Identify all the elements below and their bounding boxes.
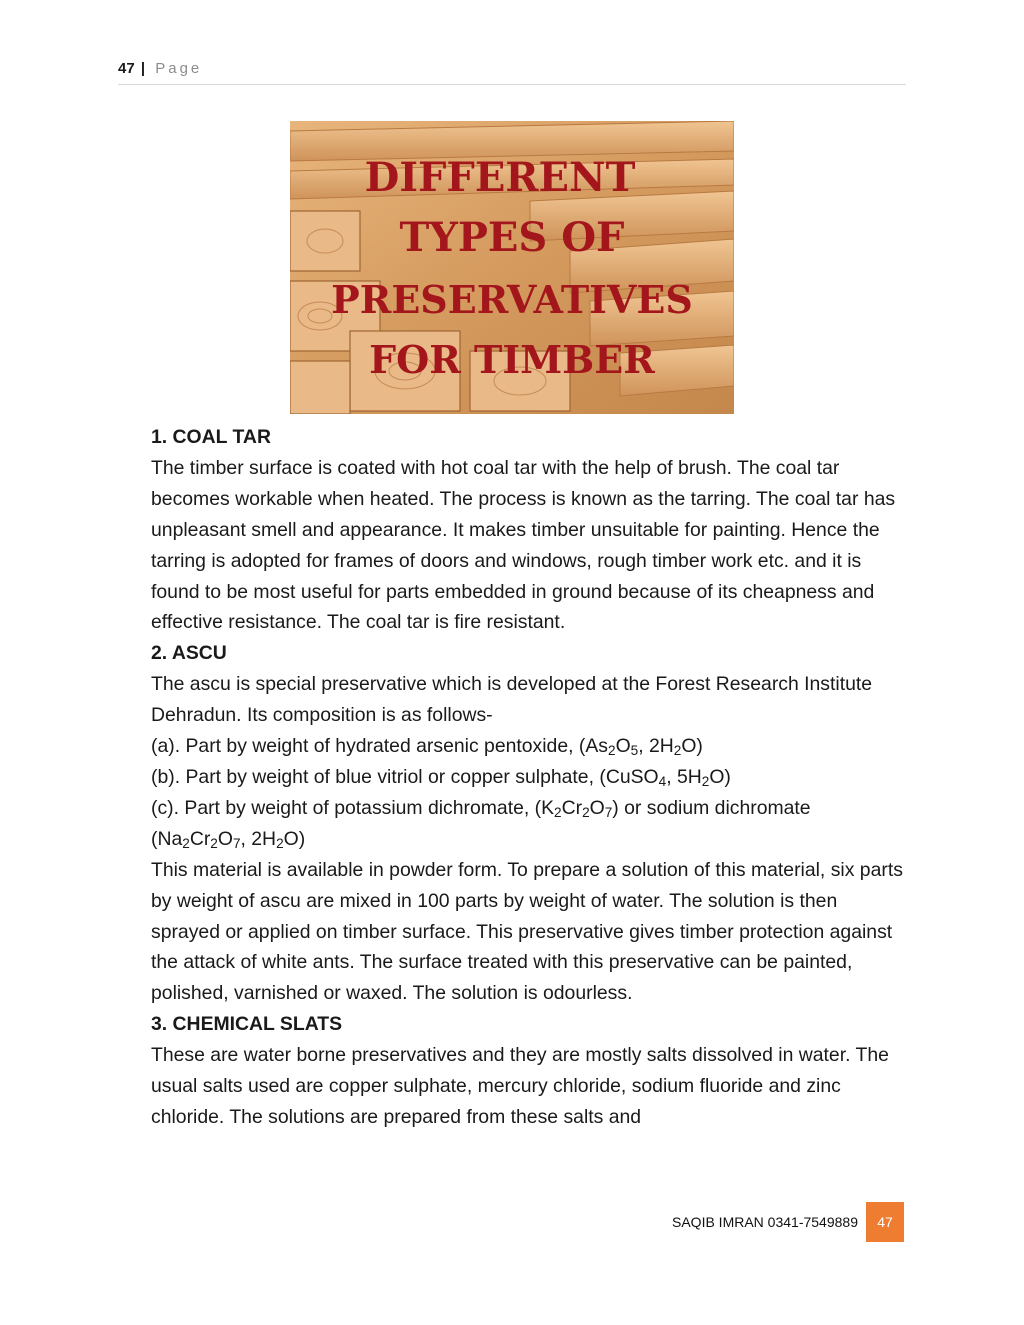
composition-item-b: (b). Part by weight of blue vitriol or copper sulphate, (CuSO$_4$, $5H_2O$) [151,765,731,789]
document-body [151,422,911,1133]
header-page-word: Page [155,60,203,77]
header-separator: | [140,60,146,77]
page-header [118,60,906,85]
page-footer [620,1202,904,1242]
section-intro-ascu: The ascu is special preservative which is developed at the Forest Research Institute Dehradun. Its composition is as follows- [151,673,873,727]
section-paragraph-chemical-slats: These are water borne preservatives and they are mostly salts dissolved in water. The usual salts used are copper sulphate, mercury chloride, sodium fluoride and zinc chloride. The solutions are prepared from these salts and [151,1044,889,1128]
section-heading-coal-tar: 1. COAL TAR [151,426,271,448]
hero-line-2: TYPES OF [399,214,625,261]
hero-line-3: PRESERVATIVES [331,277,693,322]
hero-line-1: DIFFERENT [364,154,636,201]
composition-item-c: (c). Part by weight of potassium dichromate, $(K_2Cr_2O_7)$ or sodium dichromate ($Na_2Cr_2O_7$, $2H_2O$) [151,796,811,851]
section-paragraph-coal-tar: The timber surface is coated with hot coal tar with the help of brush. The coal tar becomes workable when heated. The process is known as the tarring. The coal tar has unpleasant smell and appearance. It makes timber unsuitable for painting. Hence the tarring is adopted for frames of doors and windows, rough timber work etc. and it is found to be most useful for parts embedded in ground because of its cheapness and effective resistance. The coal tar is fire resistant. [151,456,896,634]
footer-author: SAQIB IMRAN 0341-7549889 [672,1214,858,1230]
section-paragraph-ascu: This material is available in powder form. To prepare a solution of this material, six parts by weight of ascu are mixed in 100 parts by weight of water. The solution is then sprayed or applied on timber surface. This preservative gives timber protection against the attack of white ants. The surface treated with this preservative can be painted, polished, varnished or waxed. The solution is odourless. [151,858,903,1005]
footer-page-badge: 47 [866,1202,904,1242]
timber-planks-illustration [290,121,734,414]
section-heading-ascu: 2. ASCU [151,642,227,665]
hero-line-4: FOR TIMBER [369,337,655,382]
hero-image [290,121,734,414]
composition-item-a: (a). Part by weight of hydrated arsenic pentoxide, ($As_2O_5$, $2H_2O$) [151,735,703,759]
section-heading-chemical-slats: 3. CHEMICAL SLATS [151,1013,343,1036]
header-page-number: 47 [118,60,135,77]
